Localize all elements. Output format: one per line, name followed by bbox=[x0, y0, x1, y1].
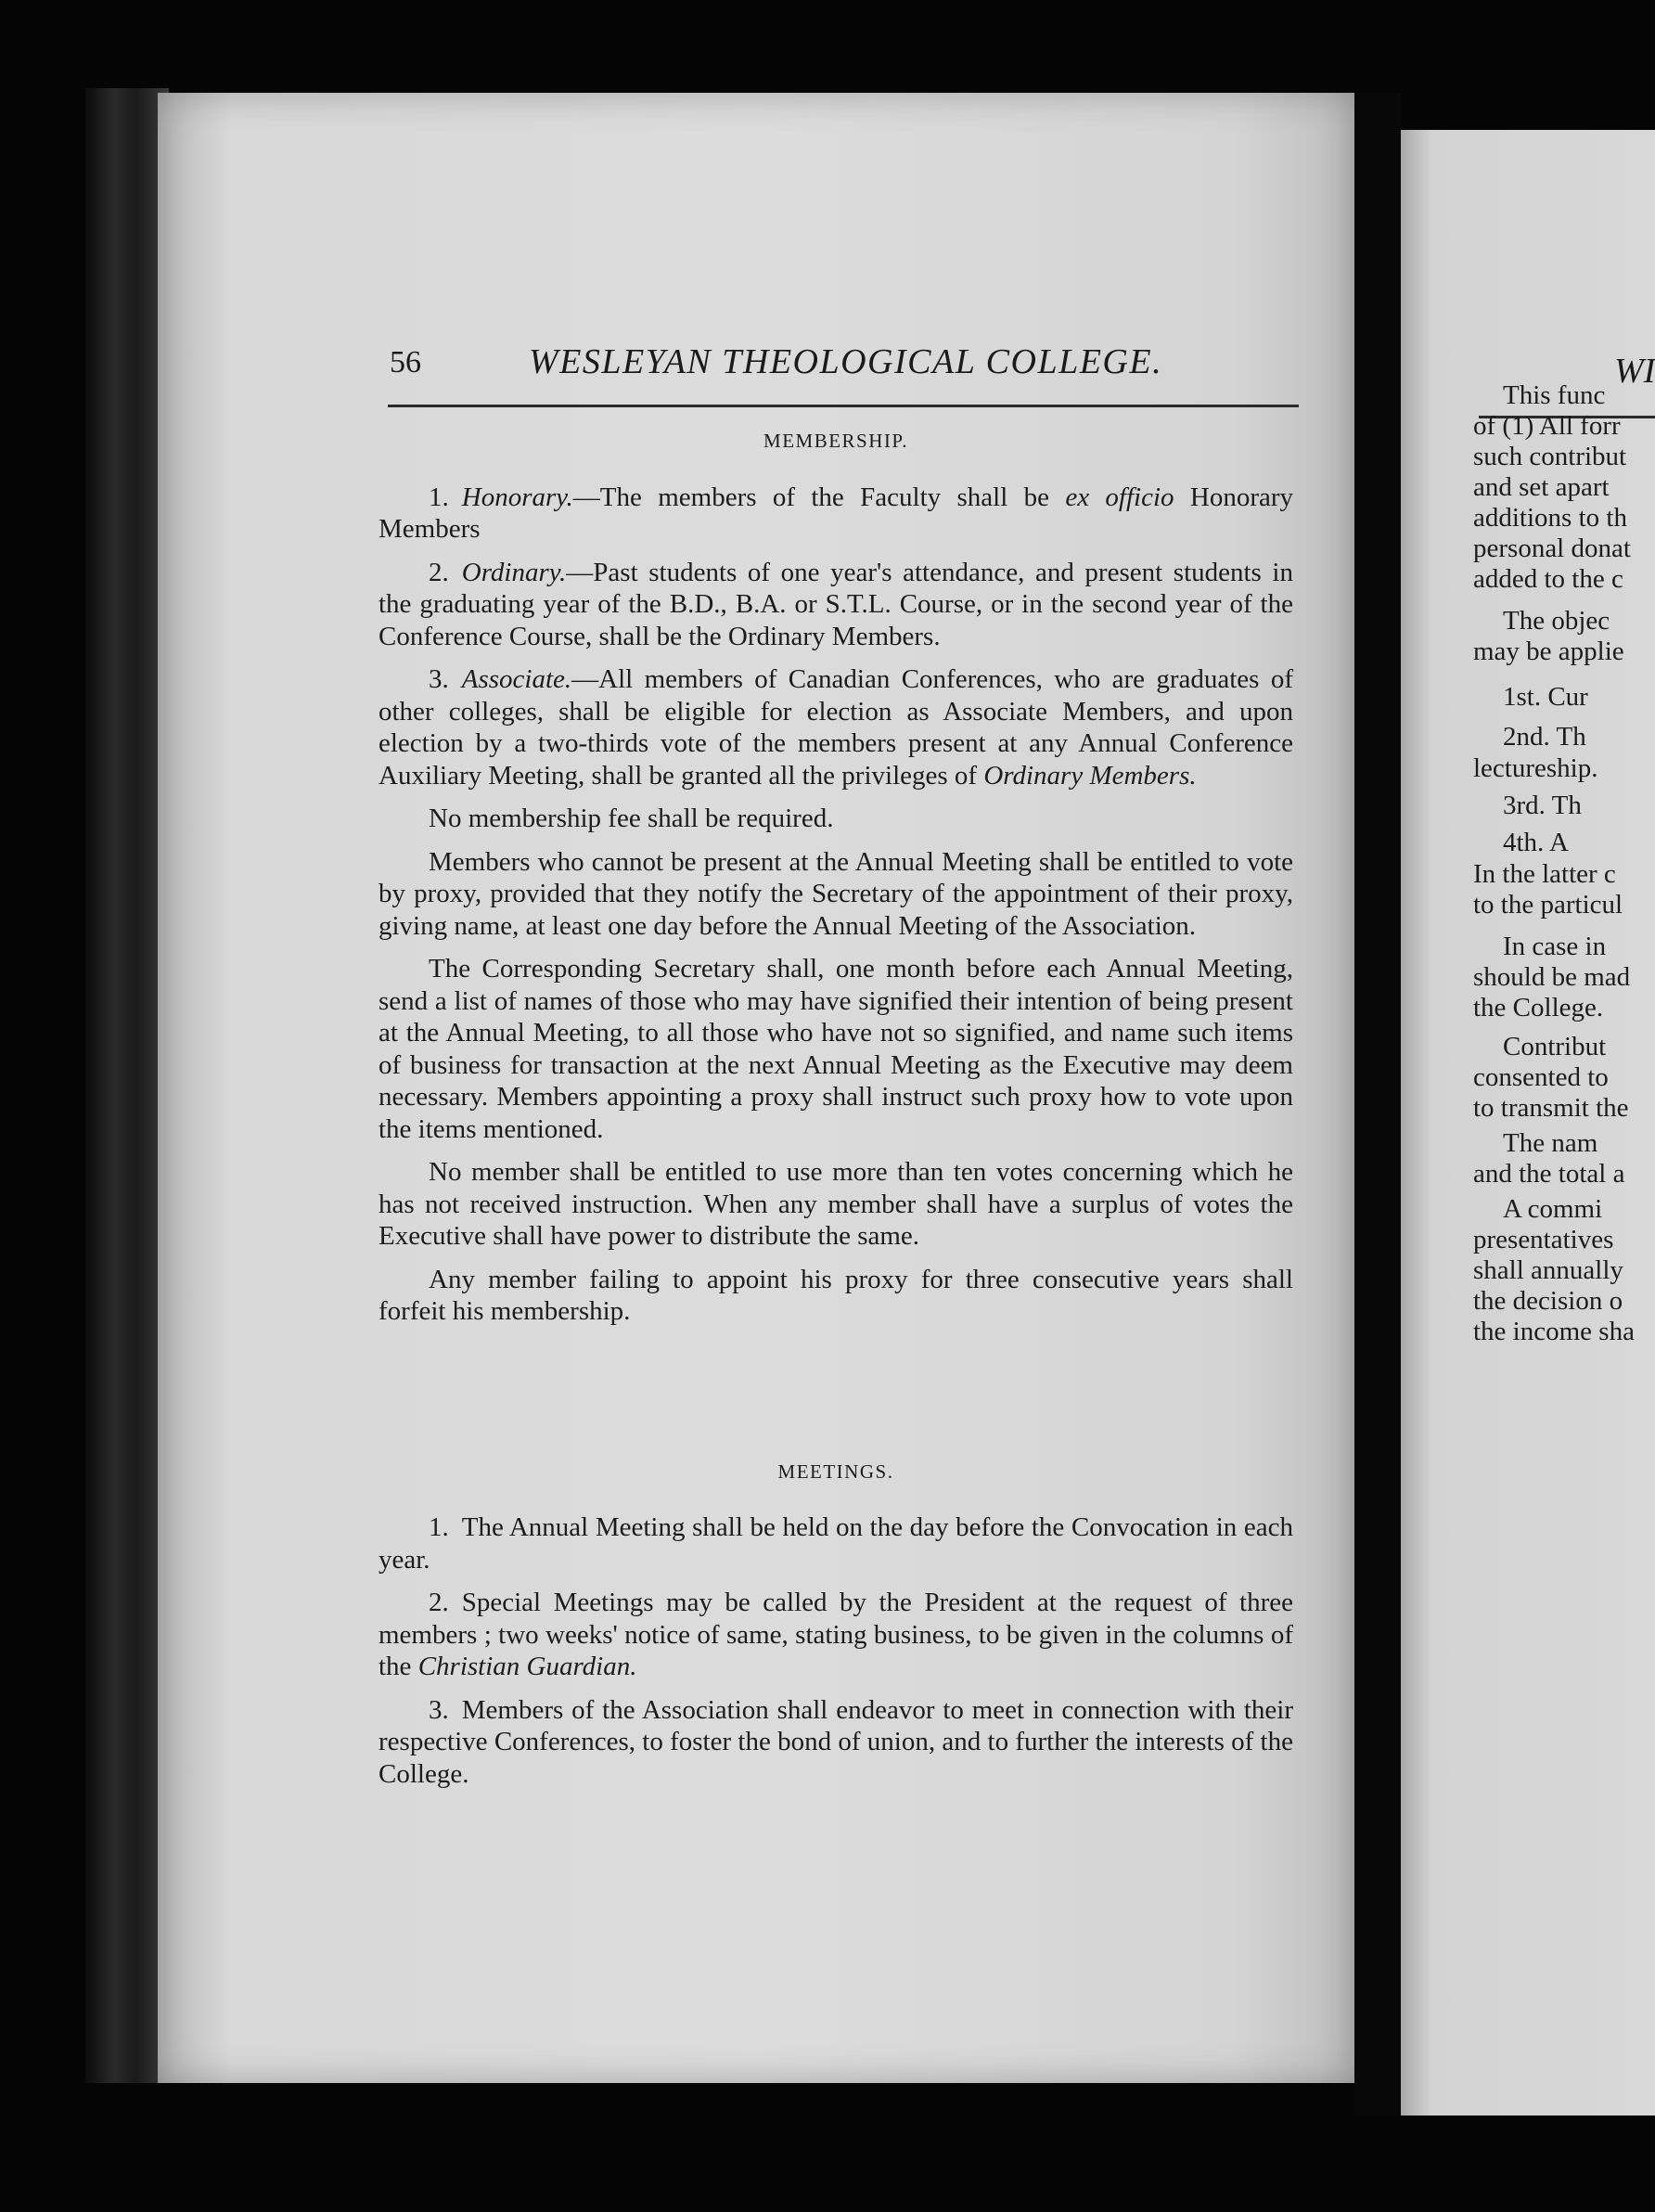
right-page-line: shall annually bbox=[1473, 1255, 1623, 1285]
paragraph-associate: 3. Associate.—All members of Canadian Conferences, who are graduates of other colleges, shall be eligible for election as Associate Members, and upon election by a two-thirds vote of the members present at any Annual Conference Auxiliary Meeting, shall be granted all the privileges of Ordinary Members. bbox=[378, 664, 1293, 791]
right-page-line: In the latter c bbox=[1473, 859, 1616, 889]
right-page-line: 4th. A bbox=[1503, 828, 1569, 857]
section-title-meetings: MEETINGS. bbox=[777, 1460, 894, 1483]
book-gutter bbox=[1354, 93, 1401, 2116]
right-page-line: the income sha bbox=[1473, 1317, 1635, 1346]
right-page-line: the College. bbox=[1473, 993, 1604, 1022]
page-number: 56 bbox=[390, 345, 421, 379]
paragraph-conferences: 3. Members of the Association shall endeavor to meet in connection with their respective Conferences, to foster the bond of union, and to further the interests of the College. bbox=[378, 1694, 1293, 1789]
right-page-line: to the particul bbox=[1473, 890, 1623, 920]
right-page-line: This func bbox=[1503, 380, 1606, 410]
right-page-line: such contribut bbox=[1473, 442, 1627, 471]
header-rule bbox=[388, 405, 1299, 407]
right-page-line: and set apart bbox=[1473, 472, 1610, 502]
right-page-line: Contribut bbox=[1503, 1032, 1607, 1061]
paragraph-forfeit: Any member failing to appoint his proxy for three consecutive years shall forfeit his membership. bbox=[378, 1264, 1293, 1326]
paragraph-proxy: Members who cannot be present at the Annual Meeting shall be entitled to vote by proxy, provided that they notify the Secretary of the appointment of their proxy, giving name, at least one day before the Annual Meeting of the Association. bbox=[378, 846, 1293, 941]
right-page-line: may be applie bbox=[1473, 637, 1624, 666]
paragraph-honorary: 1. Honorary.—The members of the Faculty shall be ex officio Honorary Members bbox=[378, 482, 1294, 544]
running-head: WESLEYAN THEOLOGICAL COLLEGE. bbox=[529, 342, 1163, 381]
right-page-line: consented to bbox=[1473, 1062, 1609, 1092]
right-page-line: 1st. Cur bbox=[1503, 682, 1588, 712]
paragraph-ordinary: 2. Ordinary.—Past students of one year's attendance, and present students in the graduating year of the B.D., B.A. or S.T.L. Course, or in the second year of the Conference Course, shall be the Ordinary Members. bbox=[378, 557, 1293, 651]
paragraph-special-meetings: 2. Special Meetings may be called by the President at the request of three members ; two weeks' notice of same, stating business, to be given in the columns of the Christian Guardian. bbox=[378, 1588, 1293, 1681]
right-page bbox=[1401, 130, 1655, 2116]
right-page-line: 2nd. Th bbox=[1503, 722, 1586, 752]
paragraph-secretary: The Corresponding Secretary shall, one month before each Annual Meeting, send a list of names of those who may have signified their intention of being present at the Annual Meeting, to all those who have not so signified, and name such items of business for transaction at the next Annual Meeting as the Executive may deem necessary. Members appointing a proxy shall instruct such proxy how to vote upon the items mentioned. bbox=[378, 954, 1293, 1144]
right-page-line: added to the c bbox=[1473, 564, 1623, 594]
right-page-line: In case in bbox=[1503, 932, 1607, 961]
right-page-line: to transmit the bbox=[1473, 1093, 1629, 1123]
right-page-line: presentatives bbox=[1473, 1225, 1614, 1254]
paragraph-fee: No membership fee shall be required. bbox=[429, 804, 834, 833]
paragraph-votes: No member shall be entitled to use more than ten votes concerning which he has not received instruction. When any member shall have a surplus of votes the Executive shall have power to distribute the same. bbox=[378, 1157, 1293, 1251]
right-page-line: The objec bbox=[1503, 606, 1610, 636]
right-page-line: lectureship. bbox=[1473, 753, 1598, 783]
right-running-head: WI bbox=[1614, 352, 1655, 391]
right-page-line: should be mad bbox=[1473, 962, 1631, 992]
paragraph-annual-meeting: 1. The Annual Meeting shall be held on the day before the Convocation in each year. bbox=[378, 1512, 1293, 1575]
right-page-line: additions to th bbox=[1473, 503, 1627, 533]
left-page-body bbox=[378, 419, 1293, 1801]
right-page-line: of (1) All forr bbox=[1473, 411, 1621, 441]
right-page-line: A commi bbox=[1503, 1194, 1603, 1224]
right-page-line: 3rd. Th bbox=[1503, 791, 1582, 820]
right-page-line: The nam bbox=[1503, 1128, 1598, 1158]
right-page-line: the decision o bbox=[1473, 1286, 1623, 1316]
right-page-line: and the total a bbox=[1473, 1159, 1625, 1189]
page-header bbox=[390, 341, 1299, 397]
book-spine bbox=[85, 88, 169, 2083]
section-title-membership: MEMBERSHIP. bbox=[763, 430, 908, 452]
right-page-line: personal donat bbox=[1473, 534, 1631, 563]
